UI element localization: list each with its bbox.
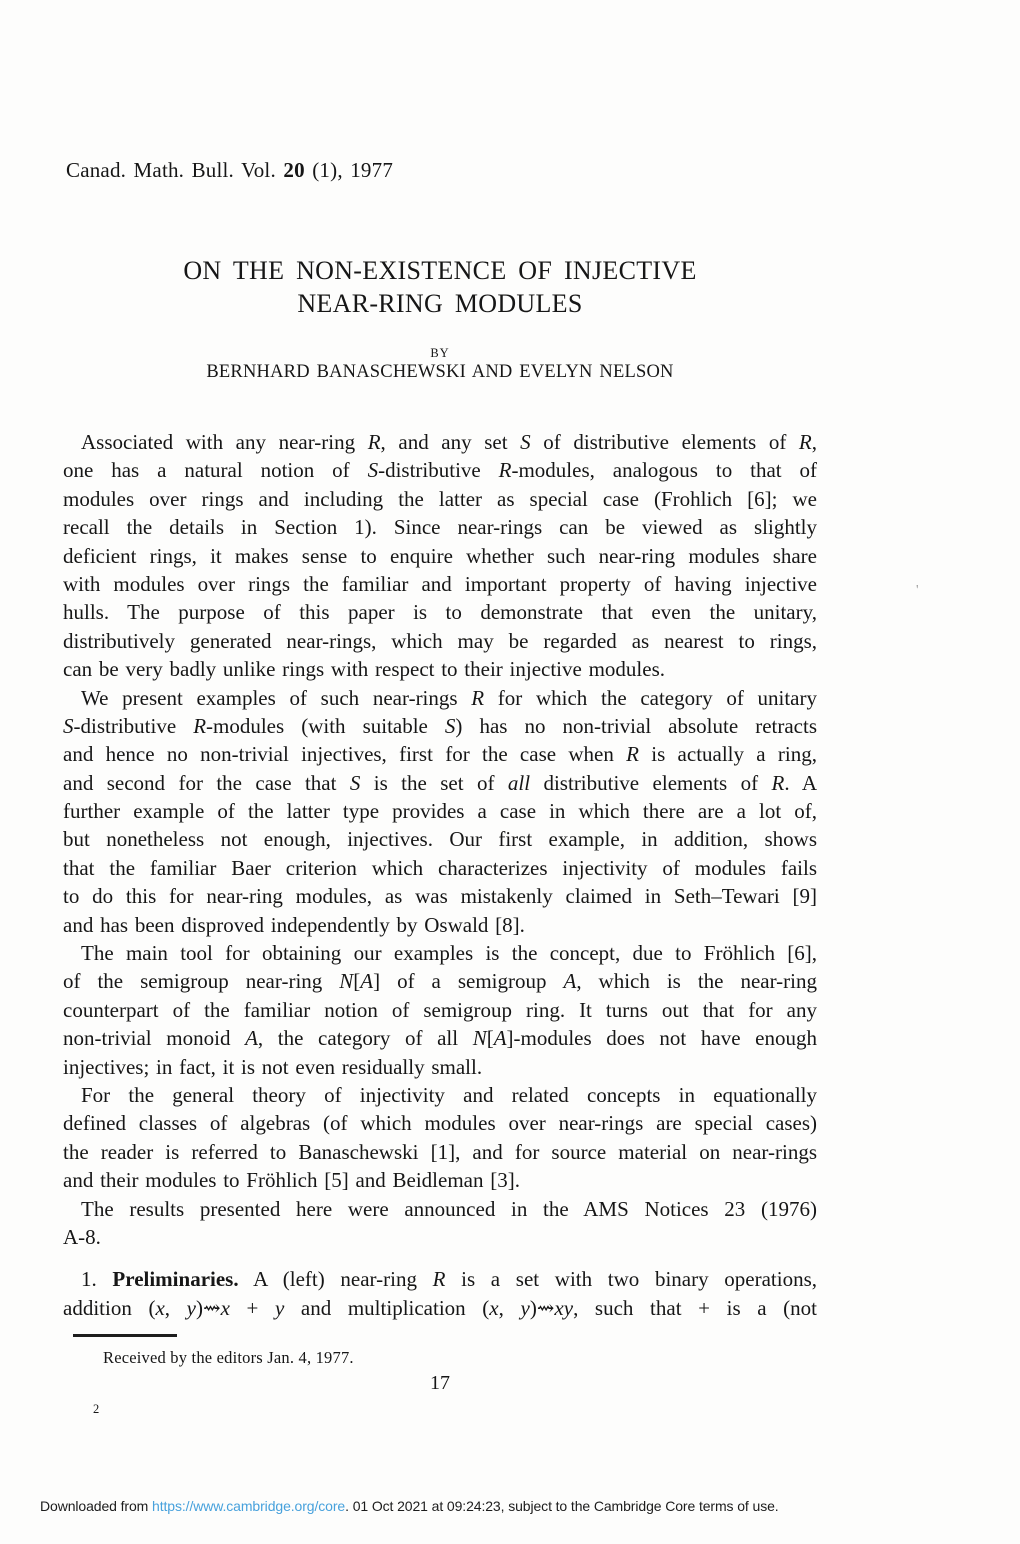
text-line: For the general theory of injectivity and related concepts in equationally — [81, 1082, 817, 1107]
text-line: the reader is referred to Banaschewski [1], and for source material on near-rings — [63, 1139, 817, 1164]
title-line-1: ON THE NON-EXISTENCE OF INJECTIVE — [183, 256, 697, 285]
text-line: deficient rings, it makes sense to enquire whether such near-ring modules share — [63, 543, 817, 568]
text-line: that the familiar Baer criterion which characterizes injectivity of modules fails — [63, 855, 817, 880]
text-line: modules over rings and including the latter as special case (Frohlich [6]; we — [63, 486, 817, 511]
text-line: but nonetheless not enough, injectives. Our first example, in addition, shows — [63, 827, 817, 852]
article-body — [63, 428, 817, 1322]
text-line: The main tool for obtaining our examples is the concept, due to Fröhlich [6], — [81, 941, 817, 966]
text-line: Associated with any near-ring R, and any set S of distributive elements of R, — [81, 430, 817, 454]
page-number: 17 — [430, 1372, 450, 1394]
text-line: recall the details in Section 1). Since near-rings can be viewed as slightly — [63, 515, 817, 540]
text-line: The results presented here were announced in the AMS Notices 23 (1976) — [81, 1196, 817, 1221]
paragraph — [63, 1195, 817, 1252]
text-line: A-8. — [63, 1224, 101, 1249]
text-line: S-distributive R-modules (with suitable S) has no non-trivial absolute retracts — [63, 713, 817, 738]
text-line: hulls. The purpose of this paper is to demonstrate that even the unitary, — [63, 600, 817, 625]
text-line: can be very badly unlike rings with respect to their injective modules. — [63, 657, 665, 682]
footnote-rule — [73, 1334, 177, 1337]
paragraph — [63, 428, 817, 684]
text-line: counterpart of the familiar notion of semigroup ring. It turns out that for any — [63, 997, 817, 1022]
paragraph — [63, 939, 817, 1081]
text-line: and second for the case that S is the set of all distributive elements of R. A — [63, 770, 817, 795]
text-line: defined classes of algebras (of which modules over near-rings are special cases) — [63, 1111, 817, 1136]
footnote-received: Received by the editors Jan. 4, 1977. — [103, 1348, 354, 1367]
core-link[interactable]: https://www.cambridge.org/core — [152, 1498, 346, 1514]
download-notice-suffix: . 01 Oct 2021 at 09:24:23, subject to the Cambridge Core terms of use. — [345, 1498, 779, 1514]
authors: BERNHARD BANASCHEWSKI AND EVELYN NELSON — [206, 362, 674, 382]
byline: BY — [430, 346, 450, 360]
text-line: one has a natural notion of S-distributive R-modules, analogous to that of — [63, 458, 818, 483]
paragraph — [63, 1081, 817, 1195]
paragraph — [63, 1265, 817, 1322]
text-line: addition (x, y)⇝x + y and multiplication (x, y)⇝xy, such that + is a (not — [63, 1295, 817, 1320]
journal-header: Canad. Math. Bull. Vol. 20 (1), 1977 — [66, 158, 394, 182]
text-line: further example of the latter type provides a case in which there are a lot of, — [63, 799, 817, 824]
text-line: We present examples of such near-rings R for which the category of unitary — [81, 685, 817, 710]
text-line: with modules over rings the familiar and important property of having injective — [63, 571, 817, 596]
text-line: non-trivial monoid A, the category of all N[A]-modules does not have enough — [63, 1026, 817, 1051]
text-line: injectives; in fact, it is not even residually small. — [63, 1054, 483, 1079]
download-notice-prefix: Downloaded from — [40, 1498, 153, 1514]
download-notice — [40, 1498, 1000, 1514]
text-line: and hence no non-trivial injectives, first for the case when R is actually a ring, — [63, 742, 817, 767]
signature-mark: 2 — [93, 1402, 100, 1416]
article-title — [63, 254, 817, 320]
title-line-2: NEAR-RING MODULES — [297, 289, 583, 318]
text-line: and their modules to Fröhlich [5] and Beidleman [3]. — [63, 1168, 520, 1193]
text-line: and has been disproved independently by Oswald [8]. — [63, 912, 525, 937]
text-line: of the semigroup near-ring N[A] of a semigroup A, which is the near-ring — [63, 969, 817, 994]
paragraph — [63, 684, 817, 940]
text-line: to do this for near-ring modules, as was mistakenly claimed in Seth–Tewari [9] — [63, 884, 817, 909]
scan-artifact-mark: ' — [916, 583, 919, 598]
text-line: 1. Preliminaries. A (left) near-ring R is a set with two binary operations, — [81, 1267, 817, 1292]
text-line: distributively generated near-rings, which may be regarded as nearest to rings, — [63, 628, 817, 653]
